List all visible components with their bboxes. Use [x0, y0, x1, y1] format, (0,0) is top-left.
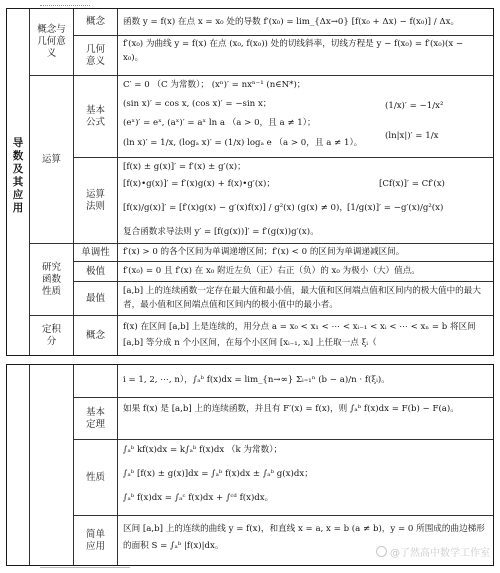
row-maximum-label: 最值 [85, 292, 105, 304]
circle-logo-icon [376, 546, 387, 557]
basic-side-formula-2: (ln|x|)′ = 1/x [385, 131, 439, 141]
geometric-text: f′(x₀) 为曲线 y = f(x) 在点 (x₀, f(x₀)) 处的切线斜率，切线方程是 y − f(x₀) = f′(x₀)(x − x₀)。 [123, 39, 464, 63]
derivative-table-top [6, 8, 494, 356]
bottom-crop-edge [40, 567, 130, 572]
row-properties-label: 性质 [85, 471, 105, 483]
row-monotonic-label: 单调性 [81, 246, 110, 258]
integral-definition-continued: i = 1, 2, ⋯, n），∫ₐᵇ f(x)dx = lim_{n→∞} Σᵢ₌₁ⁿ (b − a)/n · f(ξᵢ)。 [123, 375, 390, 385]
rule-3: [f(x)/g(x)]′ = [f′(x)g(x) − g′(x)f(x)] / g²(x) (g(x) ≠ 0)， [123, 203, 348, 213]
top-crop-edge [40, 0, 90, 6]
watermark-text: @了然高中数学工作室 [390, 548, 490, 559]
basic-theorem-text: 如果 f(x) 是 [a,b] 上的连续函数，并且有 F′(x) = f(x)，则 ∫ₐᵇ f(x)dx = F(b) − F(a)。 [123, 404, 459, 414]
row-divider [73, 397, 493, 398]
basic-formula-3: (eˣ)′ = eˣ, (aˣ)′ = aˣ ln a （a > 0，且 a ≠ 1）； [123, 118, 316, 128]
row-integral-concept-label: 概念 [85, 330, 105, 341]
row-divider [73, 261, 493, 262]
maximum-text: [a,b] 上的连续函数一定存在最大值和最小值，最大值和区间端点值和区间内的极大值中的最大者，最小值和区间端点值和区间内的极小值中的最小者。 [123, 286, 481, 310]
application-text: 区间 [a,b] 上的连续的曲线 y = f(x)，和直线 x = a, x = b (a ≠ b)，y = 0 所围成的曲边梯形的面积 S = ∫ₐᵇ |f(x)|dx。 [123, 524, 485, 551]
row-divider [73, 439, 493, 440]
row-divider [73, 515, 493, 516]
section-main-label: 导数及其应用 [12, 137, 24, 214]
row-rules-label: 运算法则 [86, 188, 106, 212]
row-divider [73, 281, 493, 282]
section-geometric-label: 概念与几何意义 [37, 24, 66, 59]
section-integral-label: 定积分 [41, 324, 61, 347]
monotonic-text: f′(x) > 0 的各个区间为单调递增区间；f′(x) < 0 的区间为单调递减区间。 [123, 247, 405, 257]
row-basic-formulas-label: 基本公式 [86, 104, 106, 128]
basic-formula-2: (sin x)′ = cos x, (cos x)′ = −sin x； [123, 99, 272, 109]
basic-side-formula-1: (1/x)′ = −1/x² [385, 101, 444, 111]
rule-2-side: [Cf(x)]′ = Cf′(x) [379, 179, 445, 189]
row-concept-label: 概念 [85, 16, 105, 27]
extreme-text: f′(x₀) = 0 且 f′(x) 在 x₀ 附近左负（正）右正（负）的 x₀ 为极小（大）值点。 [123, 266, 420, 276]
rule-1: [f(x) ± g(x)]′ = f′(x) ± g′(x)； [123, 162, 246, 172]
basic-formula-4: (ln x)′ = 1/x, (logₐ x)′ = (1/x) logₐ e （a > 0，且 a ≠ 1）。 [123, 138, 363, 148]
derivative-table-bottom [6, 364, 494, 566]
rule-2: [f(x)•g(x)]′ = f′(x)g(x) + f(x)•g′(x)； [123, 179, 275, 189]
watermark [376, 544, 490, 559]
rule-3-side: [1/g(x)]′ = −g′(x)/g²(x) [347, 203, 444, 213]
rule-4: 复合函数求导法则 y′ = [f(g(x))]′ = f′(g(x))g′(x)。 [123, 227, 319, 237]
col-divider [117, 9, 118, 355]
row-geometric-label: 几何意义 [86, 43, 106, 67]
property-2: ∫ₐᵇ [f(x) ± g(x)]dx = ∫ₐᵇ f(x)dx ± ∫ₐᵇ g(x)dx； [123, 469, 313, 479]
property-1: ∫ₐᵇ kf(x)dx = k∫ₐᵇ f(x)dx （k 为常数）； [123, 445, 283, 455]
col-divider [117, 365, 118, 565]
integral-concept-text: f(x) 在区间 [a,b] 上是连续的，用分点 a = x₀ < x₁ < ⋯ < xᵢ₋₁ < xᵢ < ⋯ < xₙ = b 将区间 [a,b] 等分成 n 个小区间，在每个小区间 [xᵢ₋₁, xᵢ] 上任取一点 ξᵢ（ [123, 322, 476, 348]
section-research-label: 研究函数性质 [41, 261, 61, 297]
row-application-label: 简单应用 [86, 529, 106, 552]
row-divider [73, 157, 493, 158]
concept-formula: 函数 y = f(x) 在点 x = x₀ 处的导数 f′(x₀) = lim_{Δx→0} [f(x₀ + Δx) − f(x₀)] / Δx。 [123, 17, 460, 27]
basic-formula-1: C′ = 0 （C 为常数）； (xⁿ)′ = nxⁿ⁻¹ (n∈N*)； [123, 80, 306, 90]
col-divider [29, 365, 30, 565]
row-extreme-label: 极值 [85, 265, 105, 277]
row-divider [73, 35, 493, 36]
section-operations-label: 运算 [41, 153, 61, 165]
row-basic-theorem-label: 基本定理 [86, 407, 106, 430]
property-3: ∫ₐᵇ f(x)dx = ∫ₐᶜ f(x)dx + ∫ᶜᵈ f(x)dx。 [123, 493, 274, 503]
